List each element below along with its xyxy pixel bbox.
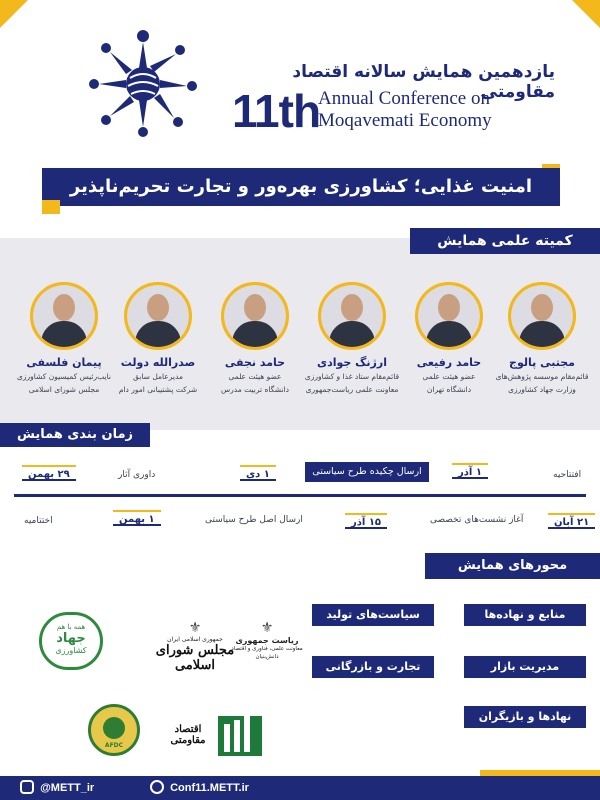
conference-number: 11th [232, 85, 321, 137]
member-affiliation: معاونت علمی ریاست‌جمهوری [305, 385, 399, 394]
member-card [108, 282, 208, 395]
footer [0, 776, 600, 800]
member-photo [221, 282, 289, 350]
conference-logo-icon [88, 28, 198, 138]
corner-accent-right [572, 0, 600, 28]
member-name: پیمان فلسفی [26, 356, 102, 369]
timeline-date: ۲۹ بهمن [22, 465, 76, 481]
website-link[interactable] [150, 776, 249, 800]
member-photo [30, 282, 98, 350]
member-role: نایب‌رئیس کمیسیون کشاورزی [17, 372, 111, 381]
timeline-date: ۲۱ آبان [548, 513, 595, 529]
axis-item: منابع و نهاده‌ها [464, 604, 586, 626]
timeline-label-summary: ارسال چکیده طرح سیاستی [305, 462, 429, 482]
member-affiliation: وزارت جهاد کشاورزی [508, 385, 576, 394]
member-role: قائم‌مقام موسسه پژوهش‌های [495, 372, 589, 381]
member-card [14, 282, 114, 395]
member-affiliation: دانشگاه تربیت مدرس [221, 385, 289, 394]
committee-heading [410, 228, 600, 254]
instagram-handle: @METT_ir [40, 782, 95, 794]
timeline-date: ۱ دی [240, 465, 276, 481]
member-role: قائم‌مقام ستاد غذا و کشاورزی [304, 372, 400, 381]
member-name: حامد نجفی [224, 356, 286, 369]
timeline-label-closing: اختتامیه [24, 516, 53, 526]
jahad-line3: کشاورزی [55, 646, 87, 655]
timeline-label-review: داوری آثار [118, 470, 156, 480]
schedule-heading-text: زمان بندی همایش [16, 427, 134, 442]
member-photo [124, 282, 192, 350]
member-photo [415, 282, 483, 350]
presidency-name: ریاست جمهوری [235, 636, 299, 645]
member-affiliation: مجلس شورای اسلامی [28, 385, 100, 394]
committee-heading-text: کمیته علمی همایش [437, 233, 573, 249]
timeline-date: ۱ بهمن [113, 510, 161, 526]
timeline-date: ۱ آذر [452, 463, 488, 479]
instagram-link[interactable] [20, 776, 94, 800]
theme-title: امنیت غذایی؛ کشاورزی بهره‌ور و تجارت تحریم‌ناپذیر [69, 176, 533, 197]
afdc-text: AFDC [104, 742, 124, 749]
member-name: ارژنگ جوادی [317, 356, 387, 369]
member-photo [318, 282, 386, 350]
emblem-icon: ⚜ [260, 620, 274, 636]
conference-title-fa: یازدهمین همایش سالانه اقتصاد مقاومتی [292, 62, 555, 102]
axis-item: تجارت و بازرگانی [312, 656, 434, 678]
member-name: حامد رفیعی [416, 356, 482, 369]
member-role: عضو هیئت علمی [228, 372, 282, 381]
timeline-date: ۱۵ آذر [345, 513, 387, 529]
axis-item: مدیریت بازار [464, 656, 586, 678]
timeline-line [14, 494, 586, 497]
corner-accent-left [0, 0, 28, 28]
member-card [399, 282, 499, 395]
presidency-sub: معاونت علمی، فناوری و اقتصاد دانش‌بنیان [231, 646, 303, 660]
member-role: عضو هیئت علمی [422, 372, 476, 381]
jahad-line1: همه با هم [56, 623, 86, 631]
member-affiliation: دانشگاه تهران [426, 385, 472, 394]
timeline-label-sessions: آغاز نشست‌های تخصصی [430, 515, 524, 525]
majlis-name: مجلس شورای اسلامی [155, 643, 235, 673]
eqtesad-text: اقتصاد مقاومتی [170, 724, 206, 746]
presidency-logo [222, 620, 312, 661]
member-card [302, 282, 402, 395]
globe-icon [150, 780, 164, 794]
member-role: مدیرعامل سابق [133, 372, 183, 381]
member-card [205, 282, 305, 395]
timeline-label-full: ارسال اصل طرح سیاستی [205, 515, 303, 525]
schedule-heading [0, 423, 150, 447]
axis-item: نهادها و بازیگران [464, 706, 586, 728]
website-url: Conf11.METT.ir [170, 782, 249, 794]
header [0, 0, 600, 160]
timeline-label-opening: افتتاحیه [553, 470, 582, 480]
axes-heading-text: محورهای همایش [457, 558, 568, 573]
emblem-icon: ⚜ [188, 620, 202, 636]
member-affiliation: شرکت پشتیبانی امور دام [118, 385, 198, 394]
instagram-icon [20, 780, 34, 794]
conference-title-en-line2: Moqavemati Economy [318, 110, 492, 131]
conference-title-en [318, 88, 492, 132]
jahad-logo [36, 612, 106, 670]
conference-title-en-line1: Annual Conference on [318, 88, 490, 109]
member-name: مجتبی پالوج [509, 356, 575, 369]
axis-item: سیاست‌های تولید [312, 604, 434, 626]
member-photo [508, 282, 576, 350]
member-name: صدرالله دولت [120, 356, 196, 369]
axes-heading [425, 553, 600, 579]
member-card [492, 282, 592, 395]
eqtesad-logo [160, 710, 270, 754]
majlis-small: جمهوری اسلامی ایران [167, 636, 223, 643]
jahad-line2: جهاد [56, 631, 86, 646]
afdc-logo [86, 704, 142, 756]
